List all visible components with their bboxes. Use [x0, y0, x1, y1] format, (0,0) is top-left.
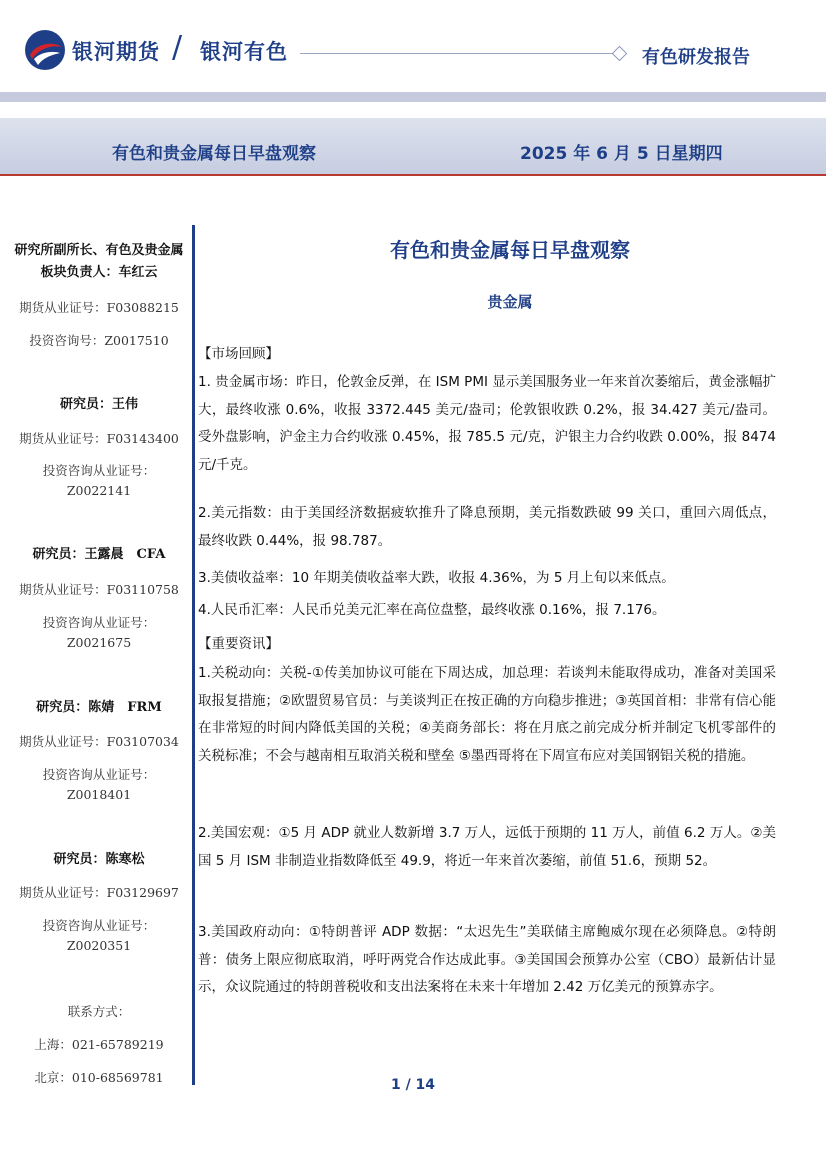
header-stripe [0, 92, 826, 102]
header-gap [0, 102, 826, 118]
review-paragraph-3: 3.美债收益率：10 年期美债收益率大跌，收报 4.36%，为 5 月上旬以来低点。 [198, 570, 675, 586]
section-subtitle: 贵金属 [487, 293, 533, 311]
researcher-1-license: 期货从业证号：F03143400 [19, 431, 179, 446]
brand-subname: 银河有色 [200, 40, 288, 64]
head-consult-id: 投资咨询号：Z0017510 [29, 333, 169, 348]
page-title: 有色和贵金属每日早盘观察 [390, 238, 630, 262]
news-paragraph-2: 2.美国宏观：①5 月 ADP 就业人数新增 3.7 万人，远低于预期的 11 万人，前值 6.2 万人。②美国 5 月 ISM 非制造业指数降低至 49.9，将近一年来首次萎缩，前值 51.6，预期 52。 [198, 825, 776, 869]
researcher-2-consult-label: 投资咨询从业证号： [42, 615, 156, 630]
researcher-1-consult-label: 投资咨询从业证号： [42, 463, 156, 478]
researcher-3-consult-label: 投资咨询从业证号： [42, 767, 156, 782]
contact-beijing: 北京：010-68569781 [34, 1070, 164, 1085]
review-paragraph-4: 4.人民币汇率：人民币兑美元汇率在高位盘整，最终收涨 0.16%，报 7.176。 [198, 602, 666, 618]
researcher-4-consult-id: Z0020351 [66, 938, 132, 953]
researcher-2-name: 研究员：王露晨 CFA [32, 547, 166, 562]
section-heading-news: 【重要资讯】 [198, 636, 279, 652]
researcher-4-name: 研究员：陈寒松 [53, 852, 145, 867]
report-date: 2025 年 6 月 5 日星期四 [520, 144, 723, 164]
researcher-4-consult-label: 投资咨询从业证号： [42, 918, 156, 933]
researcher-3-name: 研究员：陈婧 FRM [36, 700, 162, 715]
section-heading-review: 【市场回顾】 [198, 346, 279, 362]
brand-name: 银河期货 [72, 40, 160, 64]
researcher-2-consult-id: Z0021675 [66, 635, 132, 650]
researcher-3-license: 期货从业证号：F03107034 [19, 734, 179, 749]
review-paragraph-2: 2.美元指数：由于美国经济数据疲软推升了降息预期，美元指数跌破 99 关口，重回六周低点，最终收跌 0.44%，报 98.787。 [198, 505, 776, 549]
contact-label: 联系方式： [67, 1004, 131, 1019]
page-number: 1 / 14 [390, 1077, 436, 1093]
report-type: 有色研发报告 [642, 47, 750, 68]
researcher-1-name: 研究员：王伟 [59, 397, 138, 412]
news-paragraph-1: 1.关税动向：关税-①传美加协议可能在下周达成，加总理：若谈判未能取得成功，准备对美国采取报复措施；②欧盟贸易官员：与美谈判正在按正确的方向稳步推进；③英国首相：非常有信心能在非常短的时间内降低美国的关税；④美商务部长：将在月底之前完成分析并制定飞机零部件的关税标准；不会与越南相互取消关税和壁垒 ⑤墨西哥将在下周宣布应对美国钢铝关税的措施。 [198, 665, 776, 764]
review-paragraph-1: 1. 贵金属市场：昨日，伦敦金反弹，在 ISM PMI 显示美国服务业一年来首次萎缩后，黄金涨幅扩大，最终收涨 0.6%，收报 3372.445 美元/盎司；伦敦银收跌 0.2%，报 34.427 美元/盎司。受外盘影响，沪金主力合约收涨 0.45%，报 785.5 元/克，沪银主力合约收跌 0.00%，报 8474 元/千克。 [198, 374, 776, 473]
news-paragraph-3: 3.美国政府动向：①特朗普评 ADP 数据：“太迟先生”美联储主席鲍威尔现在必须降息。②特朗普：债务上限应彻底取消，呼吁两党合作达成此事。③美国国会预算办公室（CBO）最新估计显示，众议院通过的特朗普税收和支出法案将在未来十年增加 2.42 万亿美元的预算赤字。 [198, 924, 776, 995]
title-bar-underline [0, 174, 826, 176]
brand-slash: / [172, 30, 183, 65]
contact-shanghai: 上海：021-65789219 [34, 1037, 164, 1052]
head-license: 期货从业证号：F03088215 [19, 300, 179, 315]
sidebar-divider [192, 225, 195, 1085]
researcher-2-license: 期货从业证号：F03110758 [19, 582, 179, 597]
galaxy-logo-icon [24, 29, 66, 71]
head-researcher-title: 研究所副所长、有色及贵金属板块负责人：车红云 [14, 243, 184, 280]
bar-title: 有色和贵金属每日早盘观察 [112, 144, 316, 164]
researcher-4-license: 期货从业证号：F03129697 [19, 885, 179, 900]
researcher-3-consult-id: Z0018401 [66, 787, 132, 802]
researcher-1-consult-id: Z0022141 [66, 483, 132, 498]
header-rule [300, 53, 620, 54]
